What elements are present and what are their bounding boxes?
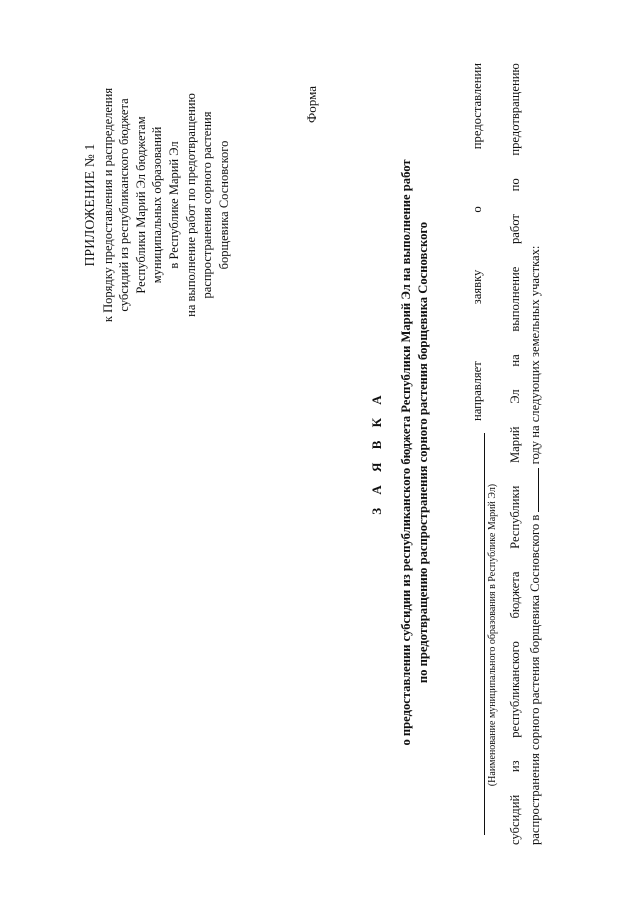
- body-word: предотвращению: [508, 63, 522, 156]
- body-word: предоставлении: [470, 63, 484, 150]
- body-word: Марий: [508, 426, 522, 464]
- body-word: работ: [508, 214, 522, 244]
- body-word: из: [508, 760, 522, 773]
- appendix-line: на выполнение работ по предотвращению: [183, 93, 198, 317]
- year-blank: [528, 468, 539, 512]
- body-line-tail: [470, 63, 485, 421]
- municipality-caption: (Наименование муниципального образования в Республике Марий Эл): [487, 483, 498, 787]
- body-word: бюджета: [508, 571, 522, 619]
- body-word: заявку: [470, 269, 484, 305]
- document-subtitle: [398, 40, 431, 865]
- body-word: субсидий: [508, 794, 522, 845]
- body-line: [528, 63, 543, 845]
- body-text: распространения сорного растения борщевика Сосновского в: [528, 514, 542, 845]
- municipality-name-blank: [484, 433, 485, 835]
- appendix-line: в Республике Марий Эл: [166, 141, 181, 269]
- subtitle-line: по предотвращению распространения сорного растения борщевика Сосновского: [415, 221, 430, 684]
- appendix-line: распространения сорного растения: [200, 111, 215, 299]
- subtitle-line: о предоставлении субсидии из республиканского бюджета Республики Марий Эл на выполнение работ: [399, 159, 413, 746]
- body-word: по: [508, 178, 522, 192]
- body-word: Эл: [508, 389, 522, 404]
- appendix-line: борщевика Сосновского: [216, 140, 231, 270]
- body-text: году на следующих земельных участках:: [528, 245, 542, 465]
- document-title: З А Я В К А: [369, 390, 384, 515]
- appendix-line: муниципальных образований: [150, 126, 165, 284]
- body-word: о: [470, 206, 484, 213]
- form-label: Форма: [304, 86, 319, 123]
- body-line: [508, 63, 523, 845]
- body-word: направляет: [470, 361, 484, 421]
- body-word: выполнение: [508, 266, 522, 332]
- appendix-line: к Порядку предоставления и распределения: [100, 87, 115, 323]
- body-line: [470, 63, 498, 845]
- body-word: республиканского: [508, 641, 522, 738]
- appendix-title: ПРИЛОЖЕНИЕ № 1: [82, 143, 97, 267]
- appendix-block: [82, 25, 232, 385]
- body-word: Республики: [508, 485, 522, 549]
- appendix-line: Республики Марий Эл бюджетам: [133, 116, 148, 294]
- appendix-line: субсидий из республиканского бюджета: [117, 98, 132, 312]
- body-word: на: [508, 354, 522, 367]
